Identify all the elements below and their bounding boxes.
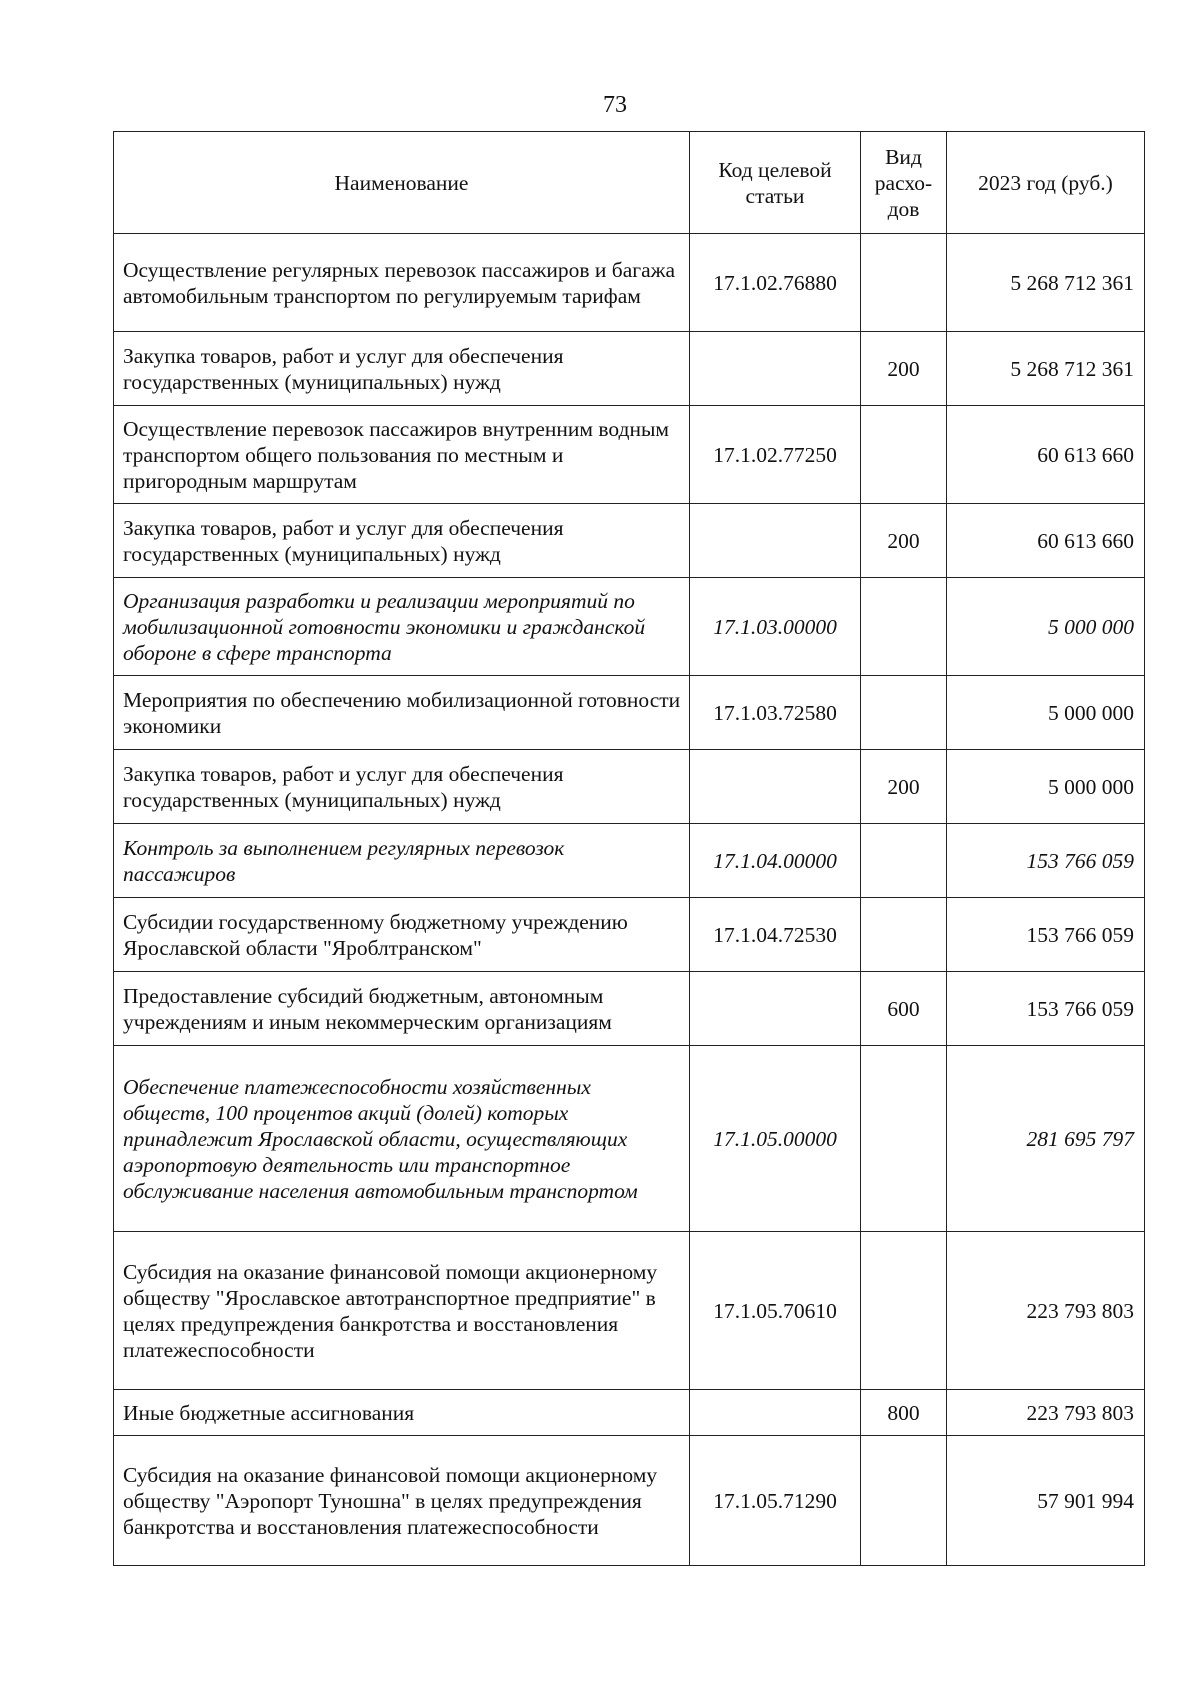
table-row [114,898,1145,972]
row-code-cell: 17.1.03.00000 [690,578,861,676]
row-name-cell: Организация разработки и реализации мероприятий по мобилизационной готовности экономики и гражданской обороне в сфере транспорта [114,578,690,676]
row-amount-cell: 223 793 803 [947,1390,1145,1436]
row-amount-cell: 5 268 712 361 [947,234,1145,332]
table-row [114,504,1145,578]
row-type-cell [861,1046,947,1232]
row-code-cell: 17.1.04.72530 [690,898,861,972]
row-type-cell [861,676,947,750]
header-type: Вид расхо-дов [861,132,947,234]
row-name-cell: Иные бюджетные ассигнования [114,1390,690,1436]
row-code-cell: 17.1.02.77250 [690,406,861,504]
row-amount-cell: 5 000 000 [947,578,1145,676]
row-name-cell: Осуществление регулярных перевозок пассажиров и багажа автомобильным транспортом по регулируемым тарифам [114,234,690,332]
row-amount-cell: 5 000 000 [947,750,1145,824]
row-amount-cell: 5 000 000 [947,676,1145,750]
table-row [114,1390,1145,1436]
row-code-cell: 17.1.04.00000 [690,824,861,898]
table-row [114,750,1145,824]
row-type-cell: 200 [861,332,947,406]
header-name: Наименование [114,132,690,234]
row-type-cell [861,824,947,898]
row-code-cell: 17.1.05.71290 [690,1436,861,1566]
row-name-cell: Обеспечение платежеспособности хозяйственных обществ, 100 процентов акций (долей) которых принадлежит Ярославской области, осуществляющих аэропортовую деятельность или транспортное обслуживание населения автомобильным транспортом [114,1046,690,1232]
page-number: 73 [603,92,627,118]
table-row [114,578,1145,676]
budget-table [113,131,1145,1566]
table-row [114,406,1145,504]
row-code-cell [690,750,861,824]
row-code-cell [690,1390,861,1436]
header-code: Код целевой статьи [690,132,861,234]
row-amount-cell: 5 268 712 361 [947,332,1145,406]
row-type-cell [861,406,947,504]
row-type-cell: 200 [861,750,947,824]
row-amount-cell: 60 613 660 [947,406,1145,504]
row-code-cell: 17.1.05.70610 [690,1232,861,1390]
row-amount-cell: 223 793 803 [947,1232,1145,1390]
table-row [114,1436,1145,1566]
table-row [114,1046,1145,1232]
table-header-row [114,132,1145,234]
row-code-cell: 17.1.03.72580 [690,676,861,750]
row-name-cell: Предоставление субсидий бюджетным, автономным учреждениям и иным некоммерческим организациям [114,972,690,1046]
table-row [114,972,1145,1046]
row-code-cell: 17.1.05.00000 [690,1046,861,1232]
row-name-cell: Закупка товаров, работ и услуг для обеспечения государственных (муниципальных) нужд [114,332,690,406]
row-type-cell: 200 [861,504,947,578]
row-amount-cell: 57 901 994 [947,1436,1145,1566]
table-row [114,824,1145,898]
row-type-cell [861,234,947,332]
header-amount: 2023 год (руб.) [947,132,1145,234]
row-name-cell: Закупка товаров, работ и услуг для обеспечения государственных (муниципальных) нужд [114,504,690,578]
row-name-cell: Субсидии государственному бюджетному учреждению Ярославской области "Яроблтранском" [114,898,690,972]
row-amount-cell: 153 766 059 [947,898,1145,972]
row-type-cell [861,578,947,676]
row-name-cell: Контроль за выполнением регулярных перевозок пассажиров [114,824,690,898]
row-amount-cell: 281 695 797 [947,1046,1145,1232]
table-row [114,332,1145,406]
row-name-cell: Закупка товаров, работ и услуг для обеспечения государственных (муниципальных) нужд [114,750,690,824]
row-name-cell: Субсидия на оказание финансовой помощи акционерному обществу "Ярославское автотранспортное предприятие" в целях предупреждения банкротства и восстановления платежеспособности [114,1232,690,1390]
row-code-cell [690,332,861,406]
row-type-cell [861,898,947,972]
table-row [114,234,1145,332]
row-amount-cell: 153 766 059 [947,824,1145,898]
row-type-cell: 600 [861,972,947,1046]
row-code-cell: 17.1.02.76880 [690,234,861,332]
table-body [114,234,1145,1566]
row-type-cell [861,1436,947,1566]
table-row [114,676,1145,750]
row-name-cell: Мероприятия по обеспечению мобилизационной готовности экономики [114,676,690,750]
table-row [114,1232,1145,1390]
row-amount-cell: 153 766 059 [947,972,1145,1046]
row-type-cell: 800 [861,1390,947,1436]
row-name-cell: Субсидия на оказание финансовой помощи акционерному обществу "Аэропорт Туношна" в целях предупреждения банкротства и восстановления платежеспособности [114,1436,690,1566]
row-code-cell [690,972,861,1046]
row-type-cell [861,1232,947,1390]
row-name-cell: Осуществление перевозок пассажиров внутренним водным транспортом общего пользования по местным и пригородным маршрутам [114,406,690,504]
row-code-cell [690,504,861,578]
row-amount-cell: 60 613 660 [947,504,1145,578]
